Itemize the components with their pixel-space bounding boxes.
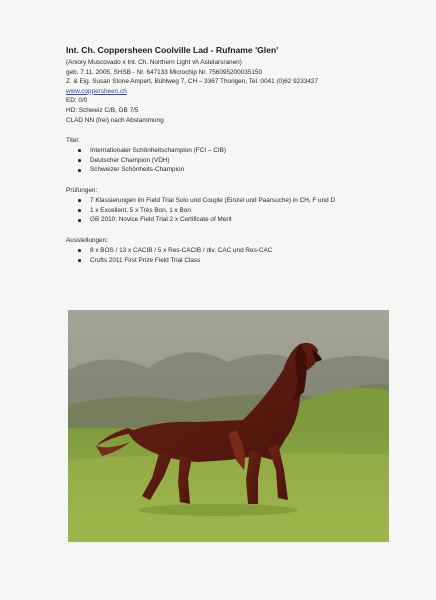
list-item: Internationaler Schönheitschampion (FCI – CIB) xyxy=(90,146,376,156)
website-link[interactable]: www.coppersheen.ch xyxy=(66,87,127,95)
hd-line: HD: Schweiz C/B, GB 7/5 xyxy=(66,106,139,114)
document-title: Int. Ch. Coppersheen Coolville Lad - Rufname 'Glen' xyxy=(66,45,279,55)
trials-heading: Prüfungen: xyxy=(66,187,98,195)
trials-list xyxy=(66,196,376,225)
shows-heading: Ausstellungen: xyxy=(66,237,108,245)
dog-photo-illustration xyxy=(68,310,389,542)
shows-list xyxy=(66,246,376,266)
document-text xyxy=(66,44,376,265)
titles-heading: Titel: xyxy=(66,137,80,145)
list-item: Schweizer Schönheits-Champion xyxy=(90,165,376,175)
list-item: 8 x BOS / 13 x CACIB / 5 x Res-CACIB / div. CAC und Res-CAC xyxy=(90,246,376,256)
clad-line: CLAD NN (frei) nach Abstammung xyxy=(66,116,164,124)
list-item: 7 Klassierungen im Field Trial Solo und Couple (Einzel und Paarsuche) in CH, F und D xyxy=(90,196,376,206)
list-item: Deutscher Champion (VDH) xyxy=(90,156,376,166)
list-item: Crufts 2011 First Prize Field Trial Class xyxy=(90,256,376,266)
list-item: GB 2010: Novice Field Trial 2 x Certificate of Merit xyxy=(90,215,376,225)
registration-line: geb. 7.11. 2005, SHSB - Nr. 647133 Microchip Nr. 756095200035150 xyxy=(66,68,262,76)
list-item: 1 x Excellent, 5 x Très Bon, 1 x Bon xyxy=(90,206,376,216)
titles-list xyxy=(66,146,376,175)
ed-line: ED: 0/0 xyxy=(66,97,88,105)
dog-photo xyxy=(68,310,389,542)
owner-line: Z. & Eig. Susan Stone Ampert, Bühlweg 7, CH – 3367 Thorigen, Tel. 0041 (0)62 9233427 xyxy=(66,78,318,86)
pedigree-line: (Aniory Muscovado x Int. Ch. Northern Light vh Astelarsranen) xyxy=(66,59,242,66)
